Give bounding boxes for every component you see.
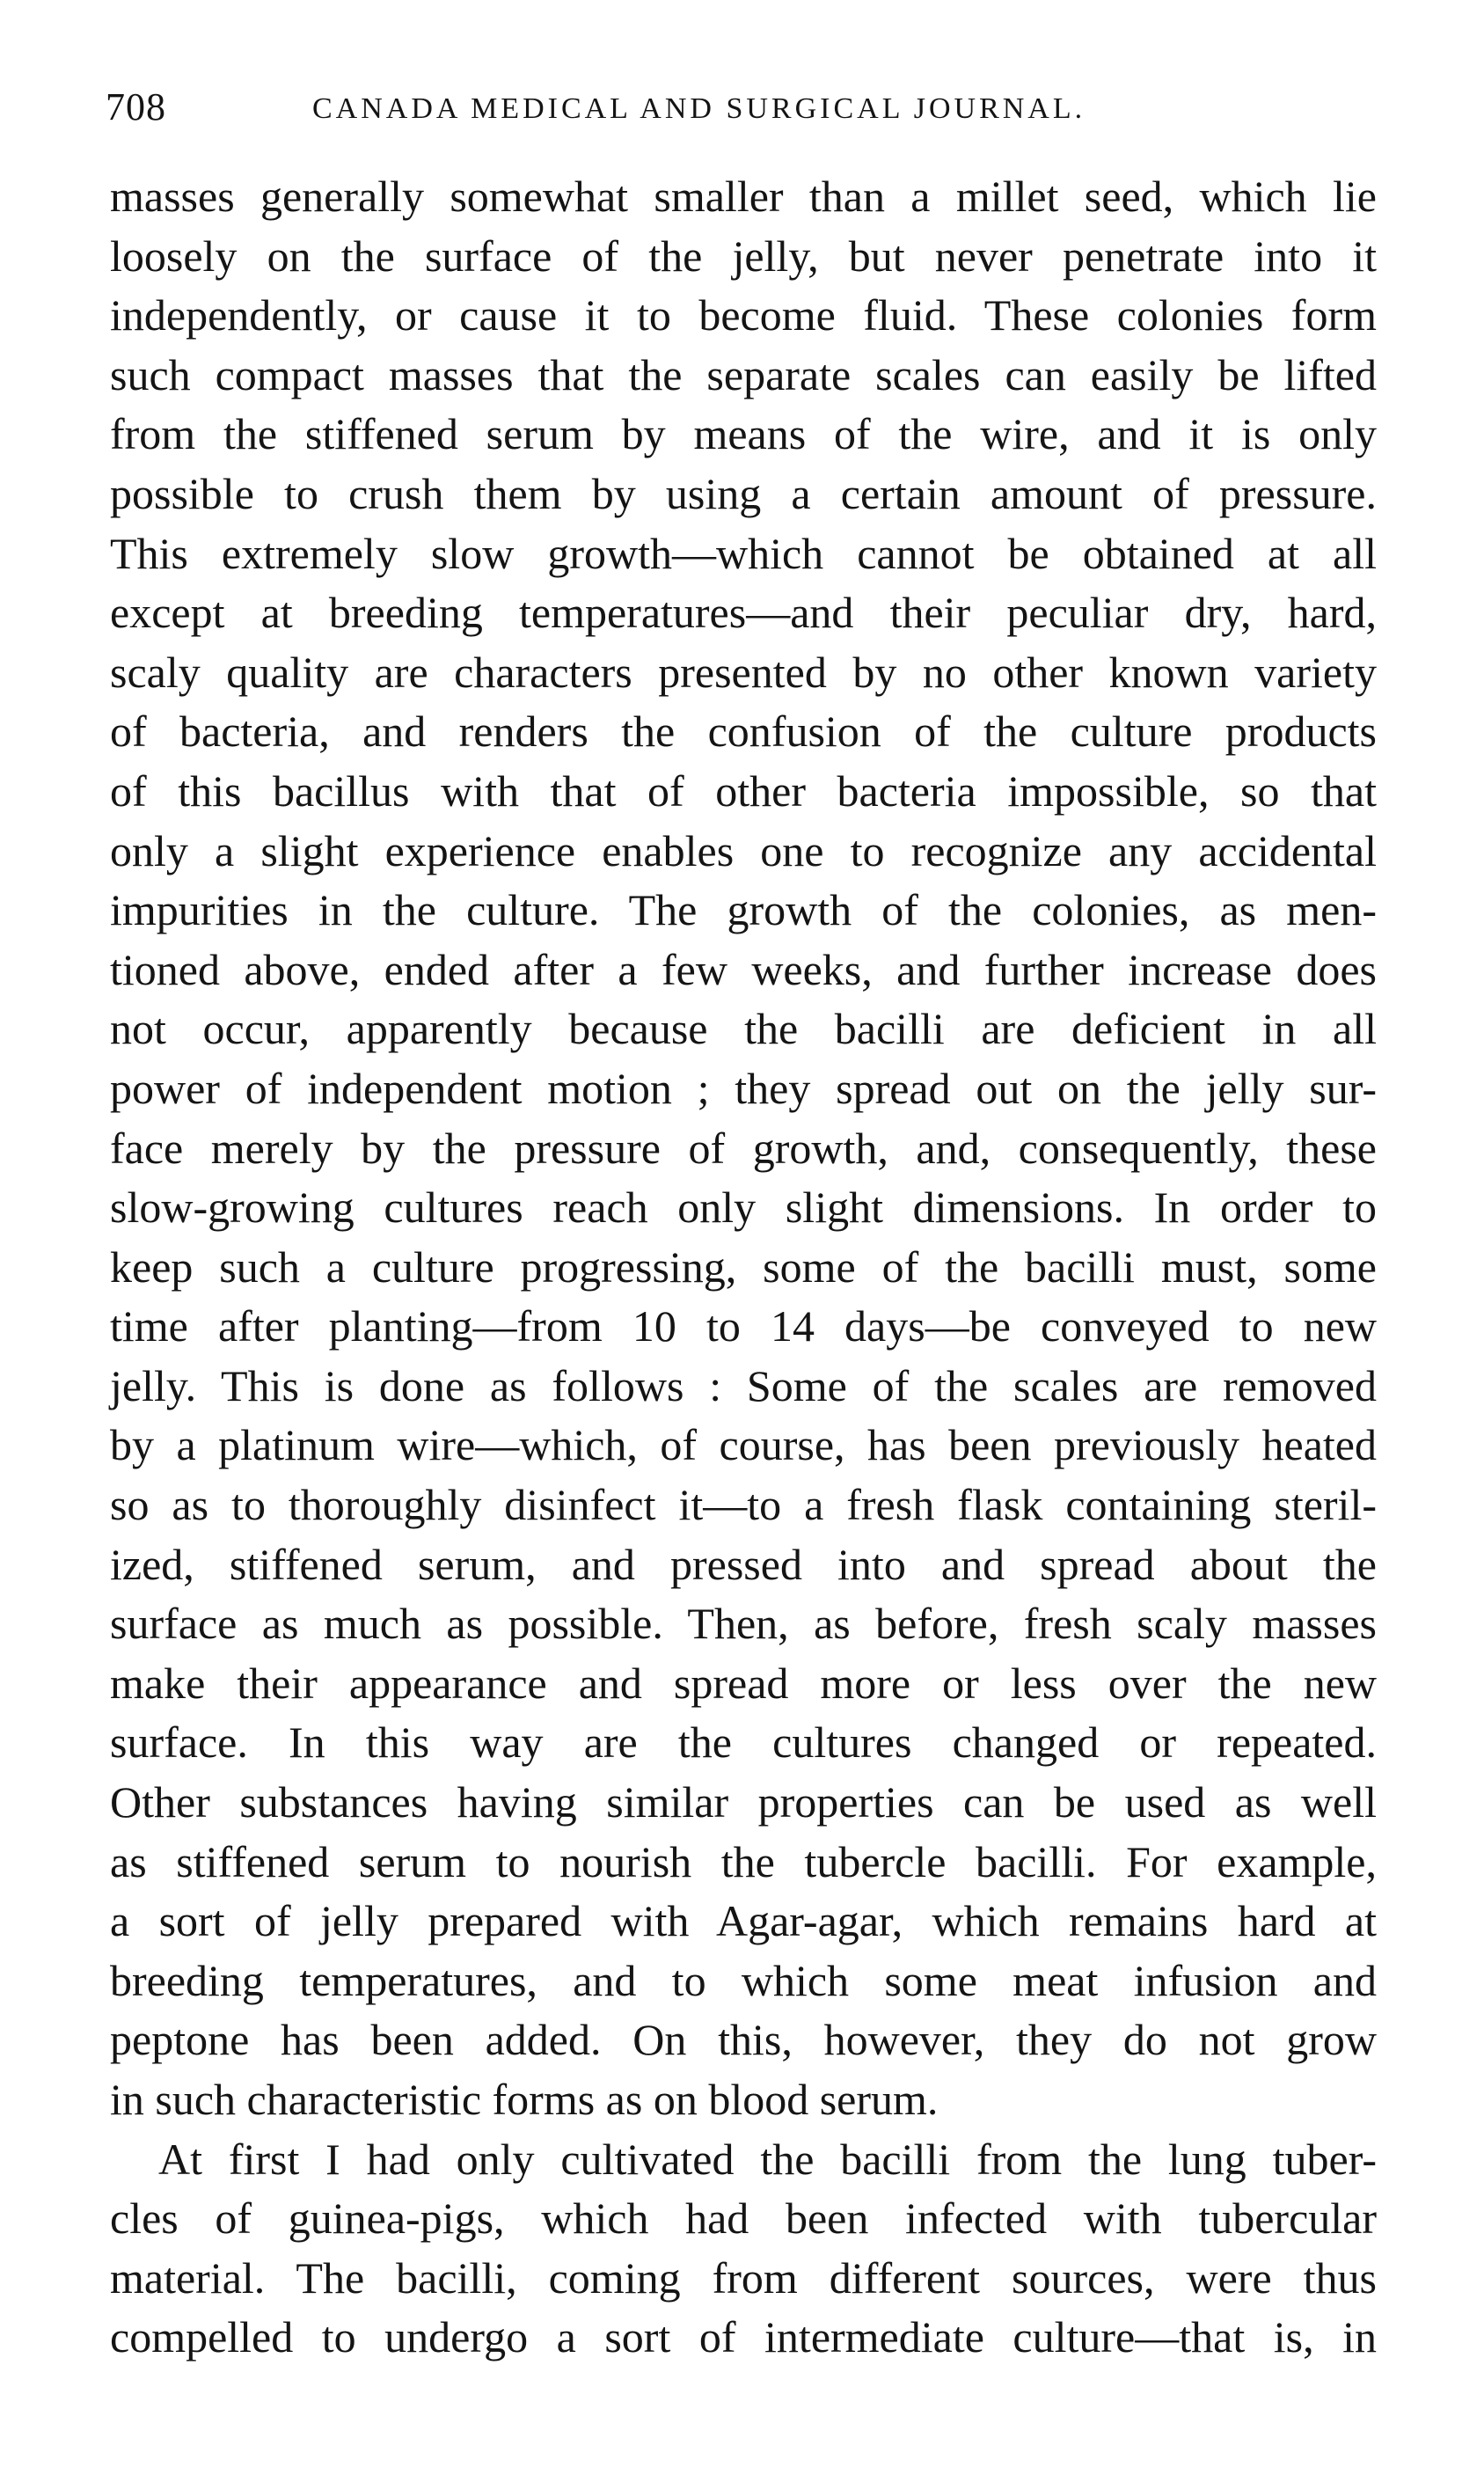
text-line: so as to thoroughly disinfect it—to a fresh flask containing steril- <box>110 1480 1377 1530</box>
text-line: make their appearance and spread more or less over the new <box>110 1658 1377 1708</box>
journal-title: CANADA MEDICAL AND SURGICAL JOURNAL. <box>312 92 1086 125</box>
text-line: power of independent motion ; they spread out on the jelly sur- <box>110 1063 1377 1113</box>
text-line: only a slight experience enables one to recognize any accidental <box>110 825 1377 875</box>
text-line: time after planting—from 10 to 14 days—be conveyed to new <box>110 1301 1377 1351</box>
text-line: as stiffened serum to nourish the tubercle bacilli. For example, <box>110 1836 1377 1886</box>
text-line: tioned above, ended after a few weeks, and further increase does <box>110 944 1377 994</box>
text-line: breeding temperatures, and to which some meat infusion and <box>110 1955 1377 2005</box>
text-line: jelly. This is done as follows : Some of the scales are removed <box>110 1360 1377 1410</box>
text-line: surface as much as possible. Then, as before, fresh scaly masses <box>110 1599 1377 1649</box>
text-line: peptone has been added. On this, however, they do not grow <box>110 2015 1377 2065</box>
paragraph-end-line: in such characteristic forms as on blood serum. <box>110 2075 939 2124</box>
text-line: of bacteria, and renders the confusion of the culture products <box>110 707 1377 757</box>
text-line: loosely on the surface of the jelly, but never penetrate into it <box>110 231 1377 281</box>
text-line: of this bacillus with that of other bacteria impossible, so that <box>110 765 1377 816</box>
text-line: impurities in the culture. The growth of the colonies, as men- <box>110 885 1377 935</box>
text-line: such compact masses that the separate scales can easily be lifted <box>110 349 1377 399</box>
text-line: possible to crush them by using a certain amount of pressure. <box>110 468 1377 518</box>
text-line: a sort of jelly prepared with Agar-agar, which remains hard at <box>110 1896 1377 1946</box>
body-text <box>110 167 1377 2437</box>
page-number: 708 <box>106 85 166 128</box>
paragraph-start-line: At first I had only cultivated the bacilli from the lung tuber- <box>158 2134 1377 2184</box>
text-line: from the stiffened serum by means of the wire, and it is only <box>110 409 1377 459</box>
text-line: cles of guinea-pigs, which had been infected with tubercular <box>110 2193 1377 2244</box>
text-line: except at breeding temperatures—and their peculiar dry, hard, <box>110 588 1377 638</box>
text-line: surface. In this way are the cultures changed or repeated. <box>110 1717 1377 1768</box>
text-line: compelled to undergo a sort of intermediate culture—that is, in <box>110 2312 1377 2362</box>
text-line: ized, stiffened serum, and pressed into and spread about the <box>110 1539 1377 1589</box>
text-line: Other substances having similar properties can be used as well <box>110 1777 1377 1827</box>
text-line: keep such a culture progressing, some of the bacilli must, some <box>110 1241 1377 1292</box>
text-line: material. The bacilli, coming from different sources, were thus <box>110 2252 1377 2303</box>
text-line: slow-growing cultures reach only slight dimensions. In order to <box>110 1183 1377 1233</box>
text-line: This extremely slow growth—which cannot be obtained at all <box>110 528 1377 578</box>
text-line: by a platinum wire—which, of course, has been previously heated <box>110 1420 1377 1470</box>
text-line: scaly quality are characters presented by no other known variety <box>110 647 1377 697</box>
text-line: masses generally somewhat smaller than a millet seed, which lie <box>110 172 1377 221</box>
text-line: independently, or cause it to become fluid. These colonies form <box>110 290 1377 341</box>
text-line: face merely by the pressure of growth, and, consequently, these <box>110 1123 1377 1173</box>
text-line: not occur, apparently because the bacilli are deficient in all <box>110 1004 1377 1054</box>
running-head <box>106 81 1381 134</box>
